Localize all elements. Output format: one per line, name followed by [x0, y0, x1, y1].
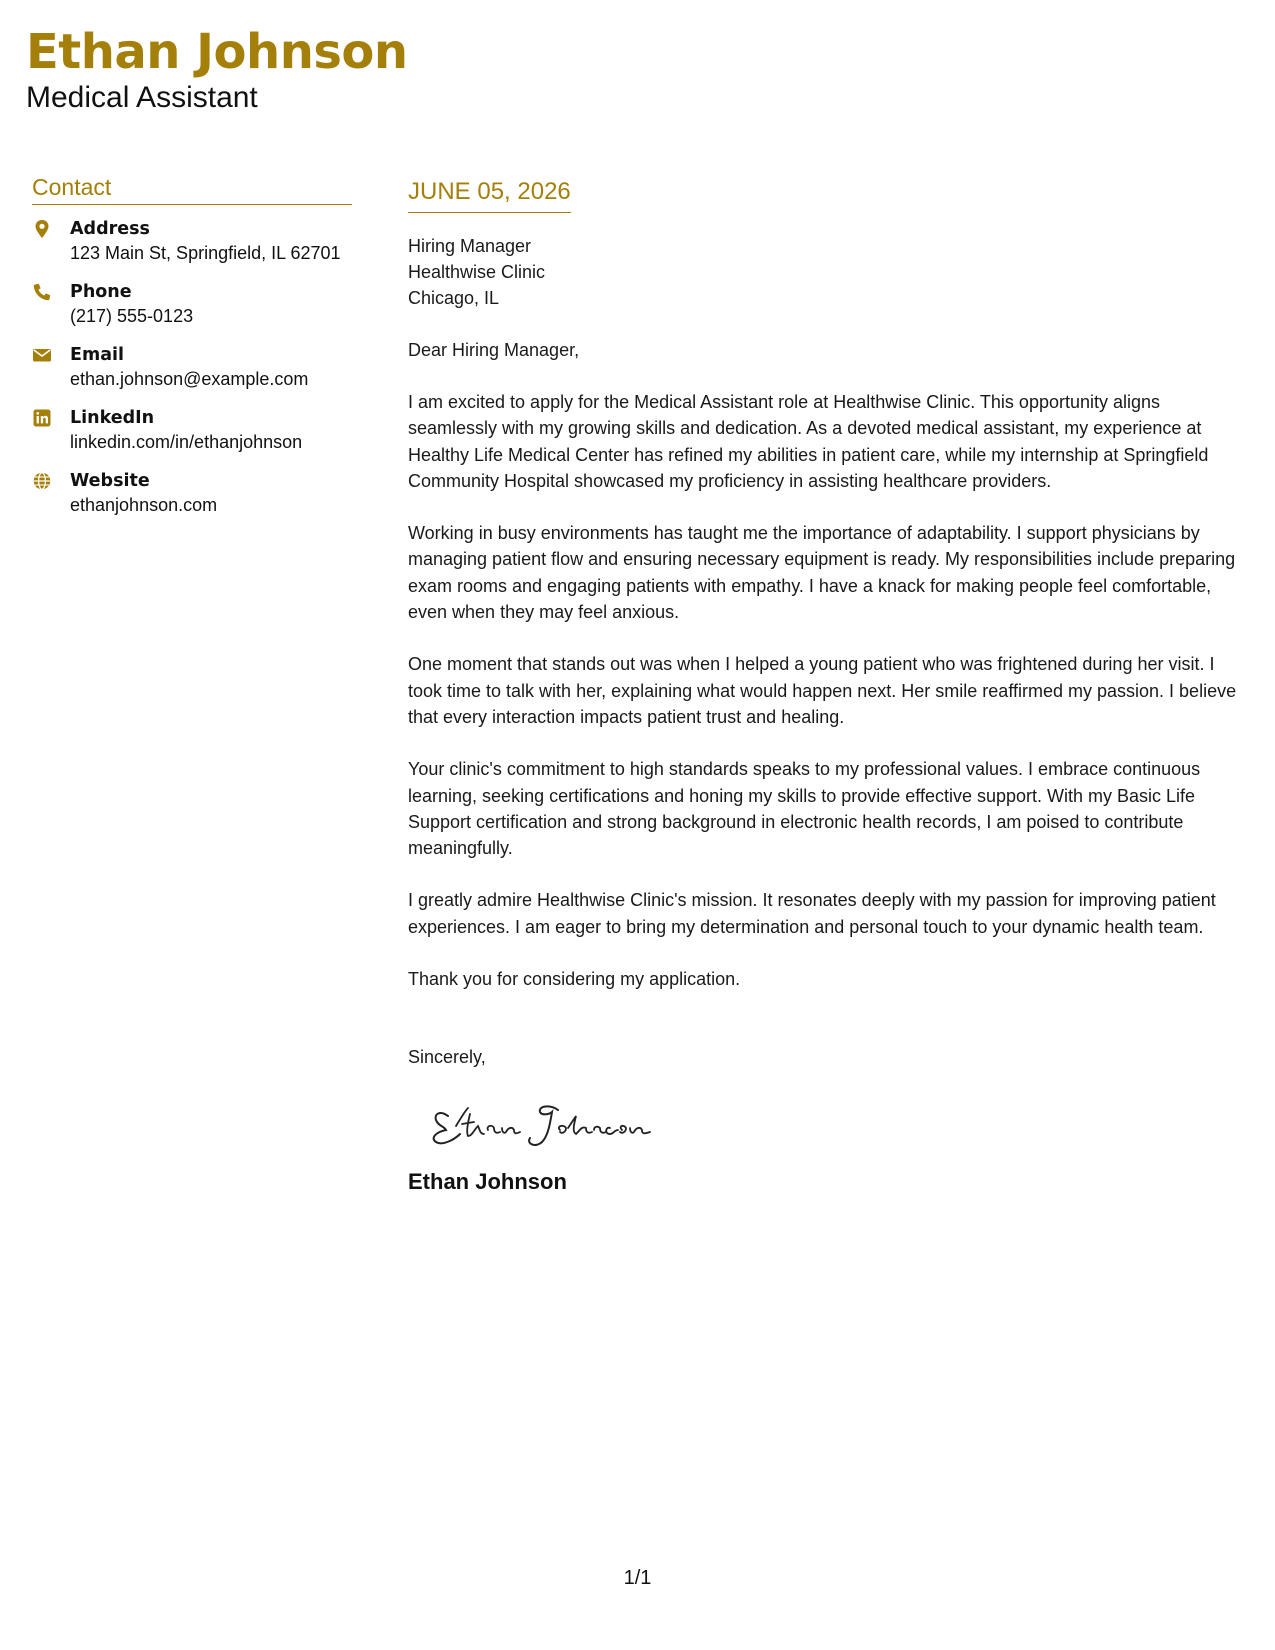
job-title: Medical Assistant	[26, 81, 258, 114]
contact-label: Website	[70, 471, 150, 491]
map-pin-icon	[32, 219, 52, 239]
contact-list	[32, 217, 352, 517]
globe-icon	[32, 471, 52, 491]
paragraph: I am excited to apply for the Medical Assistant role at Healthwise Clinic. This opportunity aligns seamlessly with my growing skills and dedication. As a devoted medical assistant, my experience at Healthy Life Medical Center has refined my abilities in patient care, while my internship at Springfield Community Hospital showcased my proficiency in assisting healthcare providers.	[408, 392, 1209, 491]
paragraph: Your clinic's commitment to high standards speaks to my professional values. I embrace continuous learning, seeking certifications and honing my skills to provide effective support. With my Basic Life Support certification and strong background in electronic health records, I am poised to contribute meaningfully.	[408, 759, 1201, 859]
header	[26, 22, 408, 116]
paragraph: I greatly admire Healthwise Clinic's mission. It resonates deeply with my passion for improving patient experiences. I am eager to bring my determination and personal touch to your dynamic health team.	[408, 890, 1216, 937]
paragraph: One moment that stands out was when I helped a young patient who was frightened during her visit. I took time to talk with her, explaining what would happen next. Her smile reaffirmed my passion. I believe that every interaction impacts patient trust and healing.	[408, 654, 1237, 727]
signer-name: Ethan Johnson	[408, 1169, 567, 1195]
contact-section-title: Contact	[32, 174, 352, 205]
contact-linkedin	[32, 406, 352, 454]
recipient-line: Hiring Manager	[408, 236, 532, 256]
candidate-name: Ethan Johnson	[26, 24, 408, 80]
contact-address	[32, 217, 352, 265]
contact-label: Phone	[70, 282, 132, 302]
contact-value: ethanjohnson.com	[70, 495, 218, 515]
contact-label: LinkedIn	[70, 408, 155, 428]
salutation: Dear Hiring Manager,	[408, 340, 580, 360]
letter-body	[408, 178, 1248, 1195]
envelope-icon	[32, 345, 52, 365]
contact-website	[32, 469, 352, 517]
paragraph: Thank you for considering my application.	[408, 969, 741, 990]
sidebar	[32, 174, 352, 532]
linkedin-icon	[32, 408, 52, 428]
paragraph: Working in busy environments has taught me the importance of adaptability. I support physicians by managing patient flow and ensuring necessary equipment is ready. My responsibilities include preparing exam rooms and engaging patients with empathy. I have a knack for making people feel comfortable, even when they may feel anxious.	[408, 523, 1236, 623]
contact-value: (217) 555-0123	[70, 306, 194, 326]
phone-icon	[32, 282, 52, 302]
contact-value: linkedin.com/in/ethanjohnson	[70, 432, 303, 452]
contact-phone	[32, 280, 352, 328]
recipient-block	[408, 233, 1248, 311]
signature-image	[426, 1090, 666, 1150]
contact-value: ethan.johnson@example.com	[70, 369, 309, 389]
contact-email	[32, 343, 352, 391]
closing: Sincerely,	[408, 1047, 486, 1068]
letter-date: JUNE 05, 2026	[408, 178, 571, 213]
recipient-line: Chicago, IL	[408, 288, 500, 308]
contact-label: Address	[70, 219, 150, 239]
page-number: 1/1	[623, 1567, 652, 1589]
contact-value: 123 Main St, Springfield, IL 62701	[70, 243, 341, 263]
contact-label: Email	[70, 345, 124, 365]
recipient-line: Healthwise Clinic	[408, 262, 546, 282]
